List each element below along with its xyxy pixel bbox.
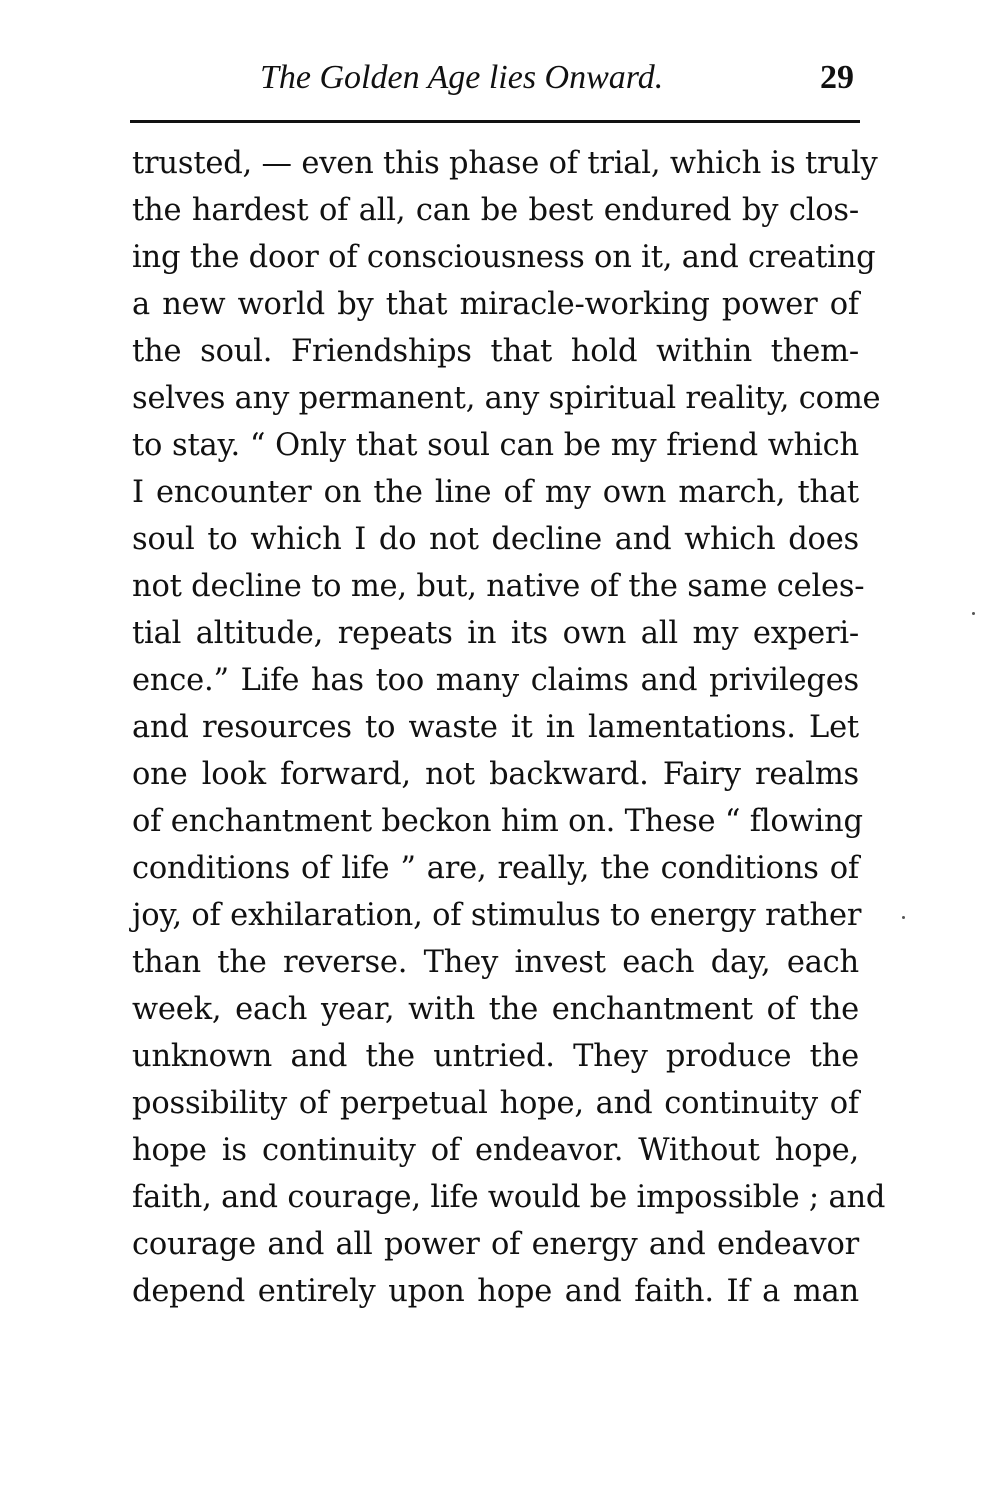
- text-line: tial altitude, repeats in its own all my experi-: [132, 616, 859, 651]
- scan-speck: [972, 612, 975, 615]
- text-line: possibility of perpetual hope, and continuity of: [132, 1086, 859, 1121]
- text-line: a new world by that miracle-working power of: [132, 287, 859, 322]
- text-line: depend entirely upon hope and faith. If a man: [132, 1274, 859, 1309]
- text-line: than the reverse. They invest each day, each: [132, 945, 859, 980]
- text-line: joy, of exhilaration, of stimulus to energy rather: [132, 898, 862, 933]
- page-number: 29: [820, 59, 854, 96]
- text-line: the soul. Friendships that hold within them-: [132, 334, 859, 369]
- text-line: selves any permanent, any spiritual reality, come: [132, 381, 881, 416]
- text-line: unknown and the untried. They produce the: [132, 1039, 859, 1074]
- text-line: to stay. “ Only that soul can be my friend which: [132, 428, 859, 463]
- header-rule: [130, 120, 860, 123]
- text-line: week, each year, with the enchantment of the: [132, 992, 859, 1027]
- text-line: of enchantment beckon him on. These “ flowing: [132, 804, 863, 839]
- text-line: conditions of life ” are, really, the conditions of: [132, 851, 859, 886]
- text-line: ence.” Life has too many claims and privileges: [132, 663, 859, 698]
- text-line: the hardest of all, can be best endured by clos-: [132, 193, 859, 228]
- running-header: [130, 56, 860, 106]
- text-line: trusted, — even this phase of trial, which is truly: [132, 146, 878, 181]
- text-line: courage and all power of energy and endeavor: [132, 1227, 859, 1262]
- body-text: [132, 140, 886, 1315]
- text-line: I encounter on the line of my own march, that: [132, 475, 859, 510]
- running-title: The Golden Age lies Onward.: [260, 59, 664, 96]
- text-line: soul to which I do not decline and which does: [132, 522, 859, 557]
- text-line: and resources to waste it in lamentations. Let: [132, 710, 859, 745]
- text-line: faith, and courage, life would be impossible ; and: [132, 1180, 886, 1215]
- scan-speck: [902, 916, 905, 919]
- text-line: ing the door of consciousness on it, and creating: [132, 240, 876, 275]
- text-line: not decline to me, but, native of the same celes-: [132, 569, 865, 604]
- text-line: hope is continuity of endeavor. Without hope,: [132, 1133, 859, 1168]
- text-line: one look forward, not backward. Fairy realms: [132, 757, 859, 792]
